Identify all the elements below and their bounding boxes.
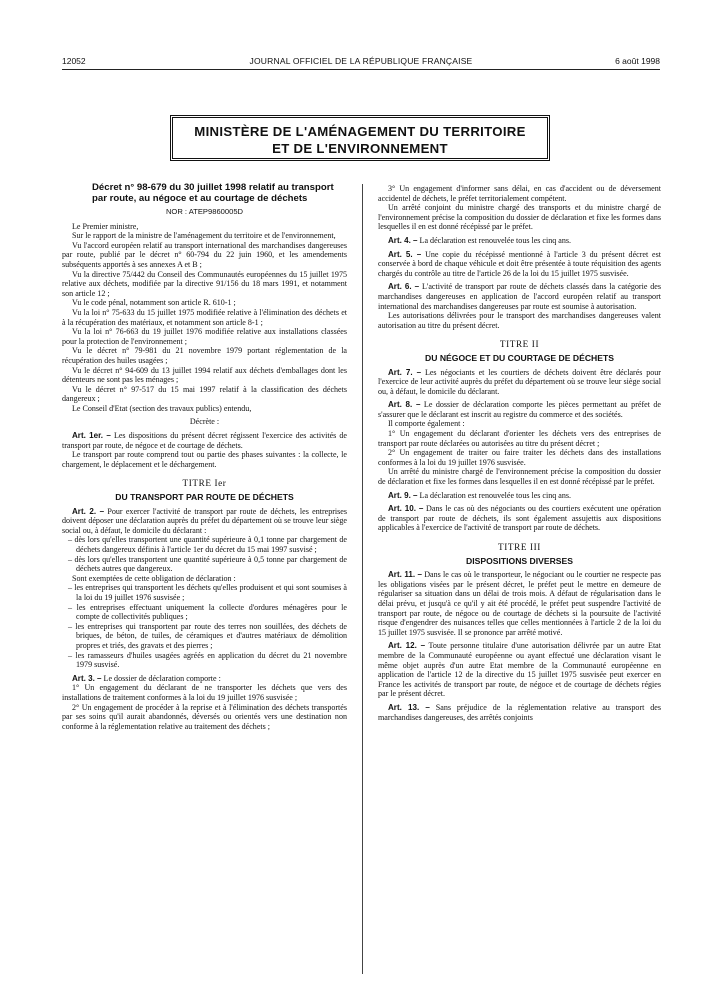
article-3 [62,674,347,684]
titre-1-heading: TITRE Ier [182,478,227,489]
article-8 [378,400,661,419]
article-13 [378,703,661,722]
article-4 [378,236,661,246]
titre-1-subtitle: DU TRANSPORT PAR ROUTE DE DÉCHETS [115,492,294,503]
header-rule [62,69,660,70]
article-6 [378,282,661,311]
article-paragraph: Les autorisations délivrées pour le transport des marchandises dangereuses valent autorisation au titre du présent décret. [378,311,661,330]
list-item: – les entreprises qui transportent les déchets qu'elles produisent et qui sont soumises à la loi du 19 juillet 1976 susvisée ; [68,583,347,602]
article-text: Sans préjudice de la réglementation relative au transport des marchandises dangereuses, des arrêtés conjoints [378,702,662,722]
list-item: – les ramasseurs d'huiles usagées agréés en application du décret du 21 novembre 1979 susvisé. [68,650,347,670]
article-paragraph: Un arrêté du ministre chargé de l'environnement précise la composition du dossier de déclaration et fixe les formes dans lesquelles il en est donné récépissé par le préfet. [378,467,661,487]
intro-paragraph: Le Conseil d'Etat (section des travaux publics) entendu, [72,403,252,413]
intro-paragraph: Vu l'accord européen relatif au transport international des marchandises dangereuses par route, publié par le décret n° 60-794 du 22 juin 1960, et les amendements subséquents apportés à ses annexes A et B ; [62,240,347,269]
intro-paragraph: Vu la loi n° 75-633 du 15 juillet 1975 modifiée relative à l'élimination des déchets et à la récupération des matériaux, et notamment son article 8-1 ; [62,307,347,327]
article-5 [378,250,661,279]
article-label: Art. 5. – [388,249,422,259]
article-paragraph: Sont exemptées de cette obligation de déclaration : [72,573,236,583]
article-label: Art. 1er. – [72,431,111,441]
list-item: 3° Un engagement d'informer sans délai, en cas d'accident ou de déversement accidentel de déchets, le préfet territorialement compétent. [378,184,661,203]
article-1 [62,431,347,450]
article-text: Les dispositions du présent décret régissent l'exercice des activités de transport par route, de négoce et de courtage de déchets. [62,431,347,450]
column-divider [362,184,363,974]
list-item: – dès lors qu'elles transportent une quantité supérieure à 0,5 tonne par chargement de déchets autres que dangereux. [68,554,347,574]
right-column [378,184,661,722]
article-label: Art. 10. – [388,504,424,514]
article-text: Le dossier de déclaration comporte les pièces permettant au préfet de s'assurer que le déclarant est inscrit au registre du commerce et des sociétés. [378,400,661,419]
article-label: Art. 6. – [388,282,420,292]
article-text: Une copie du récépissé mentionné à l'article 3 du présent décret est conservée à bord de chaque véhicule et doit être présentée à toute réquisition des agents chargés du contrôle au titre de l'article 26 de la loi du 15 juillet 1975 susvisée. [378,249,661,278]
article-text: Toute personne titulaire d'une autorisation délivrée par un autre Etat membre de la Communauté européenne ou ayant effectué une déclaration visant le même objet auprès d'un autre Etat membre de la Communauté européenne en application de l'article 12 de la directive du 15 juillet 1975 susvisée peut exercer en France les activités de transport par route, de négoce et de courtage de déchets régies par le présent décret. [378,641,661,699]
intro-paragraph: Vu le décret n° 97-517 du 15 mai 1997 relatif à la classification des déchets dangereux ; [62,384,347,404]
titre-2-heading: TITRE II [499,339,540,350]
ministry-line-2: ET DE L'ENVIRONNEMENT [272,141,448,156]
article-paragraph: Le transport par route comprend tout ou partie des phases suivantes : la collecte, le chargement, le déplacement et le déchargement. [62,450,347,469]
article-11 [378,570,661,637]
article-10 [378,504,661,533]
list-item: – dès lors qu'elles transportent une quantité supérieure à 0,1 tonne par chargement de déchets dangereux définis à l'article 1er du décret du 15 mai 1997 susvisé ; [68,535,347,554]
journal-title: JOURNAL OFFICIEL DE LA RÉPUBLIQUE FRANÇAISE [249,56,473,66]
article-text: L'activité de transport par route de déchets classés dans la catégorie des marchandises dangereuses en application de l'accord européen relatif au transport international des marchandises dangereuses par route est soumise à autorisation. [378,282,661,311]
article-label: Art. 8. – [388,400,421,410]
titre-3-heading: TITRE III [498,542,541,552]
article-label: Art. 9. – [388,490,418,500]
article-text: Pour exercer l'activité de transport par route de déchets, les entreprises doivent déposer une déclaration auprès du préfet du département où se trouve leur siège social ou, à défaut, le domicile du déclarant : [62,506,347,535]
intro-paragraph: Sur le rapport de la ministre de l'aménagement du territoire et de l'environnement, [72,231,336,241]
article-9 [378,491,661,501]
list-item: 2° Un engagement de traiter ou faire traiter les déchets dans des installations conformes à la loi du 19 juillet 1976 susvisée. [378,448,661,467]
article-text: La déclaration est renouvelée tous les cinq ans. [419,235,572,245]
intro-paragraph: Vu le décret n° 94-609 du 13 juillet 1994 relatif aux déchets d'emballages dont les détenteurs ne sont pas les ménages ; [62,365,347,385]
article-text: Les négociants et les courtiers de déchets doivent être déclarés pour l'exercice de leur activité auprès du préfet du département où se trouve leur siège social ou, à défaut, le domicile du déclarant. [378,367,661,396]
article-text: Le dossier de déclaration comporte : [103,673,221,683]
left-column [62,182,347,731]
list-item: 1° Un engagement du déclarant d'orienter les déchets vers des entreprises de transport par route déclarées ou autorisées au titre du présent décret ; [378,429,661,448]
article-paragraph: Un arrêté conjoint du ministre chargé des transports et du ministre chargé de l'environnement précise la composition du dossier de déclaration et fixe les formes dans lesquelles il en est donné récépissé par le préfet. [378,203,662,232]
decree-title: Décret n° 98-679 du 30 juillet 1998 relatif au transport par route, au négoce et au courtage de déchets [92,182,334,204]
article-label: Art. 2. – [72,506,105,516]
intro-paragraph: Vu la directive 75/442 du Conseil des Communautés européennes du 15 juillet 1975 relative aux déchets, modifiée par la directive 91/156 du 18 mars 1991, et notamment son article 12 ; [62,269,347,298]
article-7 [378,368,661,397]
ministry-box [170,115,550,161]
article-label: Art. 4. – [388,235,418,245]
article-label: Art. 13. – [388,702,430,712]
article-text: La déclaration est renouvelée tous les cinq ans. [419,490,572,500]
list-item: – les entreprises qui transportent par route des terres non souillées, des déchets de briques, de béton, de tuiles, de céramiques et d'autres matériaux de démolition propres et triés, des gravats et des pierres ; [68,621,347,650]
ministry-line-1: MINISTÈRE DE L'AMÉNAGEMENT DU TERRITOIRE [194,124,526,139]
article-text: Dans le cas où le transporteur, le négociant ou le courtier ne respecte pas les obligations visées par le présent décret, le préfet peut le mettre en demeure de régulariser sa situation dans un délai de trois mois. A défaut de régularisation dans le délai prévu, et jusqu'à ce qu'il y ait été procédé, le préfet peut suspendre l'activité de transport par route, de négoce ou de courtage de déchets si la poursuite de l'activité risque d'engendrer des nuisances telles que celles mentionnées à l'article 2 de la loi du 15 juillet 1975 susvisée. Il se prononce par arrêté motivé. [378,570,662,637]
titre-3-subtitle: DISPOSITIONS DIVERSES [466,555,573,566]
decrete-heading: Décrète : [189,417,220,427]
intro-paragraph: Vu le décret n° 79-981 du 21 novembre 1979 portant réglementation de la récupération des huiles usagées ; [62,346,347,365]
titre-2-subtitle: DU NÉGOCE ET DU COURTAGE DE DÉCHETS [425,352,614,363]
article-2 [62,507,347,536]
intro-paragraph: Vu la loi n° 76-663 du 19 juillet 1976 modifiée relative aux installations classées pour la protection de l'environnement ; [62,327,347,346]
nor-reference: NOR : ATEP9860005D [165,207,244,216]
list-item: 1° Un engagement du déclarant de ne transporter les déchets que vers des installations de traitement conformes à la loi du 19 juillet 1976 susvisée ; [62,683,347,702]
issue-date: 6 août 1998 [615,56,660,66]
article-12 [378,641,661,699]
article-label: Art. 11. – [388,570,422,580]
page-number: 12052 [62,56,86,66]
article-text: Dans le cas où des négociants ou des courtiers exécutent une opération de transport par route de déchets, ils sont également assujettis aux dispositions applicables à l'exercice de l'activité de transport par route de déchets. [378,504,662,533]
list-item: – les entreprises effectuant uniquement la collecte d'ordures ménagères pour le compte de collectivités publiques ; [68,602,347,622]
list-item: 2° Un engagement de procéder à la reprise et à l'élimination des déchets transportés par ses soins qu'il aurait abandonnés, déversés ou orientés vers une destination non conforme à la réglementation relative au traitement des déchets ; [62,702,347,731]
article-label: Art. 3. – [72,673,102,683]
article-label: Art. 12. – [388,641,426,651]
intro-paragraph: Le Premier ministre, [72,221,139,231]
intro-paragraph: Vu le code pénal, notamment son article R. 610-1 ; [72,298,236,308]
article-paragraph: Il comporte également : [388,419,465,429]
article-label: Art. 7. – [388,367,422,377]
